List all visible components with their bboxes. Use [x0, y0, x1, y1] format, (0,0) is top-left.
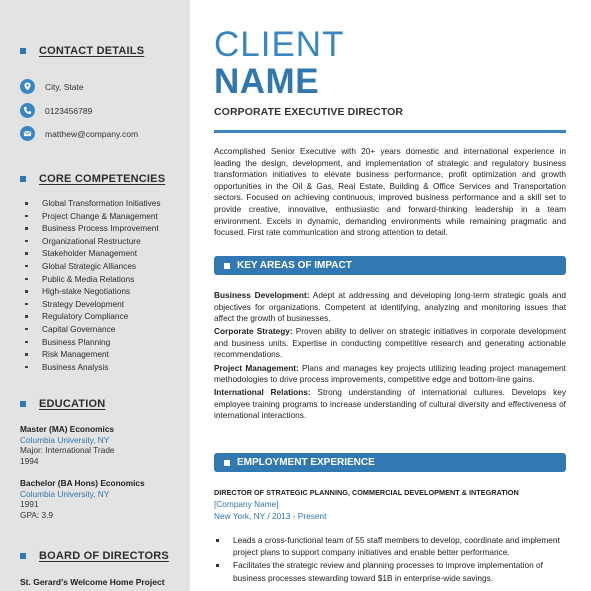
education-entry: [20, 424, 115, 466]
competency-item: Risk Management: [24, 348, 161, 361]
employment-heading-bar: EMPLOYMENT EXPERIENCE: [214, 453, 566, 472]
competency-item: Public & Media Relations: [24, 273, 161, 286]
year: 1994: [20, 455, 39, 466]
areas-list: [214, 290, 566, 424]
competencies-heading: CORE COMPETENCIES: [20, 173, 165, 185]
summary-paragraph: Accomplished Senior Executive with 20+ years domestic and international experience in leading the design, development, and implementation of strategic and regulatory business transformation initiatives to elevate business performance, profit optimization and growth opportunities in the Oil & Gas, Real Estate, Building & Office Services and Transportation sectors. Focused on achieving continuous, improved business performance and a skill set to provide creative, innovative, enthusiastic and forward-thinking leadership in a team environment. Excels in dynamic, demanding environments while remaining pragmatic and focused. First rate communication and strong attention to detail.: [214, 146, 566, 238]
employment-role: DIRECTOR OF STRATEGIC PLANNING, COMMERCIAL DEVELOPMENT & INTEGRATION: [214, 488, 519, 497]
contact-location: City, State: [20, 79, 84, 94]
gpa: GPA: 3.9: [20, 509, 54, 520]
heading-square-icon: [20, 48, 26, 54]
areas-heading-bar: KEY AREAS OF IMPACT: [214, 256, 566, 275]
contact-heading: CONTACT DETAILS: [20, 45, 144, 57]
job-title: CORPORATE EXECUTIVE DIRECTOR: [214, 106, 404, 118]
heading-square-icon: [20, 401, 26, 407]
name-first: CLIENT: [214, 25, 345, 64]
university: Columbia University, NY: [20, 434, 110, 445]
competency-item: Capital Governance: [24, 323, 161, 336]
area-item: Corporate Strategy: Proven ability to deliver on strategic initiatives in corporate development and business units. Expertise in conducting competitive research and generating actionable recommendations.: [214, 326, 566, 360]
name-last: NAME: [214, 62, 320, 101]
education-heading: EDUCATION: [20, 398, 105, 410]
competency-item: High-stake Negotiations: [24, 285, 161, 298]
competency-item: Organizational Restructure: [24, 235, 161, 248]
employment-company: [Company Name]: [214, 499, 279, 509]
employment-bullet: Facilitates the strategic review and planning processes to improve implementation of business processes stewarding toward $1B in enterprise-wide savings.: [214, 559, 566, 583]
contact-email: matthew@company.com: [20, 126, 138, 141]
competencies-list: [24, 197, 161, 373]
employment-bullet: Leads a cross-functional team of 55 staff members to develop, coordinate and implement project plans to support company initiatives and enable better performance.: [214, 534, 566, 558]
envelope-icon: [20, 126, 35, 141]
area-item: Project Management: Plans and manages key projects utilizing leading project management methodologies to drive process improvements, competitive edge and bottom-line gains.: [214, 362, 566, 385]
employment-location-dates: New York, NY / 2013 - Present: [214, 511, 327, 521]
heading-square-icon: [20, 553, 26, 559]
degree: Master (MA) Economics: [20, 424, 115, 434]
area-item: Business Development: Adept at addressing and developing long-term strategic goals and objectives for organizations. Competent at identifying, analyzing and monitoring issues that affect the growth of businesses.: [214, 290, 566, 324]
education-entry: [20, 478, 145, 520]
heading-square-icon: [224, 263, 230, 269]
competency-item: Business Analysis: [24, 361, 161, 374]
board-heading: BOARD OF DIRECTORS: [20, 550, 169, 562]
competency-item: Stakeholder Management: [24, 247, 161, 260]
phone-icon: [20, 103, 35, 118]
competency-item: Strategy Development: [24, 298, 161, 311]
competency-item: Global Strategic Alliances: [24, 260, 161, 273]
competency-item: Regulatory Compliance: [24, 310, 161, 323]
degree: Bachelor (BA Hons) Economics: [20, 478, 145, 488]
board-entry: St. Gerard's Welcome Home Project: [20, 577, 165, 587]
major: Major: International Trade: [20, 445, 115, 456]
heading-square-icon: [224, 460, 230, 466]
area-item: International Relations: Strong understanding of international cultures. Develops key employee training programs to increase understanding of cultural diversity and effectiveness of international interactions.: [214, 387, 566, 421]
competency-item: Project Change & Management: [24, 210, 161, 223]
competency-item: Business Planning: [24, 336, 161, 349]
university: Columbia University, NY: [20, 488, 110, 499]
employment-bullets: [214, 534, 566, 585]
competency-item: Business Process Improvement: [24, 222, 161, 235]
year: 1991: [20, 499, 39, 510]
header-divider: [214, 130, 566, 133]
location-pin-icon: [20, 79, 35, 94]
contact-phone: 0123456789: [20, 103, 92, 118]
heading-square-icon: [20, 176, 26, 182]
competency-item: Global Transformation Initiatives: [24, 197, 161, 210]
